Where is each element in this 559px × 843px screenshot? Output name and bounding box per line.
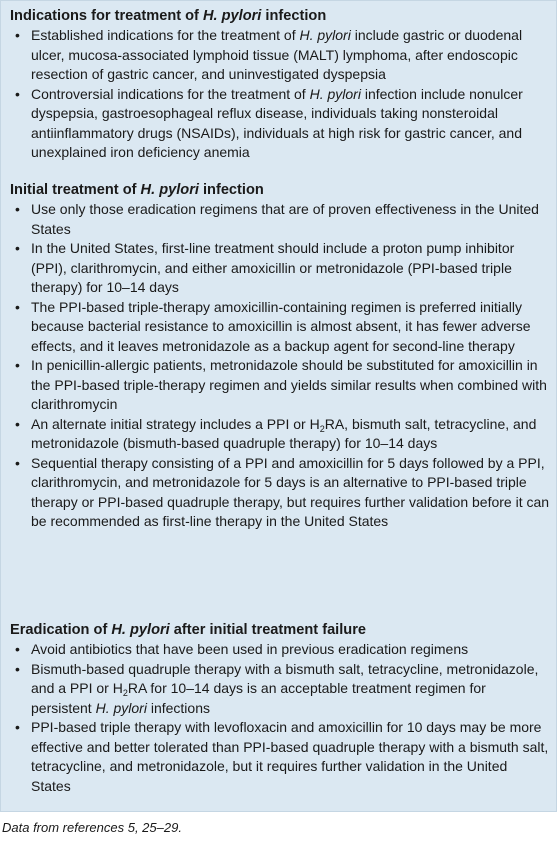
section-heading [10, 621, 550, 640]
bullet-item [10, 415, 550, 454]
text-run: The PPI-based triple-therapy amoxicillin-containing regimen is preferred initially because bacterial resistance to amoxicillin is almost absent, it has fewer adverse effects, and it leaves metronidazole as a backup agent for second-line therapy [31, 298, 531, 354]
italic-text: H. pylori [111, 622, 170, 638]
bullet-item [10, 26, 550, 85]
bullet-item [10, 718, 550, 796]
text-run: infection include nonulcer dyspepsia, gastroesophageal reflux disease, individuals taking nonsteroidal antiinflammatory drugs (NSAIDs), individuals at high risk for gastric cancer, and unexplained iron deficiency anemia [31, 85, 523, 160]
bullet-list [10, 640, 550, 796]
italic-text: H. pylori [202, 8, 262, 24]
text-run: infections [146, 699, 210, 716]
text-run: Indications for treatment of [10, 8, 203, 24]
bullet-item [10, 356, 550, 415]
text-run: PPI-based triple therapy with levofloxacin and amoxicillin for 10 days may be more effective and better tolerated than PPI-based quadruple therapy with a bismuth salt, tetracycline, and metronidazole, but it requires further validation in the United States [31, 719, 549, 794]
bullet-list [10, 200, 550, 532]
bullet-item [10, 85, 550, 163]
section-heading [10, 181, 550, 200]
section-heading [10, 7, 550, 26]
text-run: RA for 10–14 days is an acceptable treatment regimen for persistent [31, 680, 486, 716]
text-run: Avoid antibiotics that have been used in previous eradication regimens [31, 641, 469, 657]
italic-text: H. pylori [95, 699, 147, 716]
subscript-text: 2 [319, 423, 325, 434]
text-run: Established indications for the treatment of [31, 27, 300, 43]
bullet-item [10, 660, 550, 719]
text-run: In the United States, first-line treatment should include a proton pump inhibitor (PPI), clarithromycin, and either amoxicillin or metronidazole (PPI-based triple therapy) for 10–14 days [31, 240, 515, 295]
italic-text: H. pylori [299, 27, 351, 43]
bullet-item [10, 298, 550, 357]
bullet-item [10, 200, 550, 239]
text-run: Use only those eradication regimens that are of proven effectiveness in the United States [31, 201, 539, 237]
text-run: infection [261, 8, 327, 24]
bullet-list [10, 26, 550, 163]
text-run: include gastric or duodenal ulcer, mucosa-associated lymphoid tissue (MALT) lymphoma, after endoscopic resection of gastric cancer, and uninvestigated dyspepsia [31, 27, 523, 82]
section-initial-treatment [10, 181, 550, 532]
text-run: In penicillin-allergic patients, metronidazole should be substituted for amoxicillin in the PPI-based triple-therapy regimen and yields similar results when combined with clarithromycin [31, 357, 547, 412]
italic-text: H. pylori [140, 182, 199, 198]
text-run: Controversial indications for the treatment of [31, 85, 310, 102]
text-run: infection [198, 182, 264, 198]
text-run: after initial treatment failure [169, 622, 367, 638]
bullet-item [10, 454, 550, 532]
text-run: An alternate initial strategy includes a PPI or H [31, 415, 320, 432]
text-run: Eradication of [10, 622, 112, 638]
section-indications [10, 7, 550, 163]
bullet-item [10, 640, 550, 660]
source-note: Data from references 5, 25–29. [2, 820, 182, 835]
bullet-item [10, 239, 550, 298]
text-run: Sequential therapy consisting of a PPI and amoxicillin for 5 days followed by a PPI, clarithromycin, and metronidazole for 5 days is an alternative to PPI-based triple therapy or PPI-based quadruple therapy, but requires further validation before it can be recommended as first-line therapy in the United States [31, 454, 550, 529]
italic-text: H. pylori [309, 85, 361, 102]
text-run: Initial treatment of [10, 182, 141, 198]
section-eradication-after-failure [10, 621, 550, 796]
text-run: RA, bismuth salt, tetracycline, and metronidazole (bismuth-based quadruple therapy) for 10–14 days [31, 415, 537, 451]
text-run: Bismuth-based quadruple therapy with a bismuth salt, tetracycline, metronidazole, and a PPI or H [31, 660, 539, 696]
subscript-text: 2 [122, 688, 128, 698]
